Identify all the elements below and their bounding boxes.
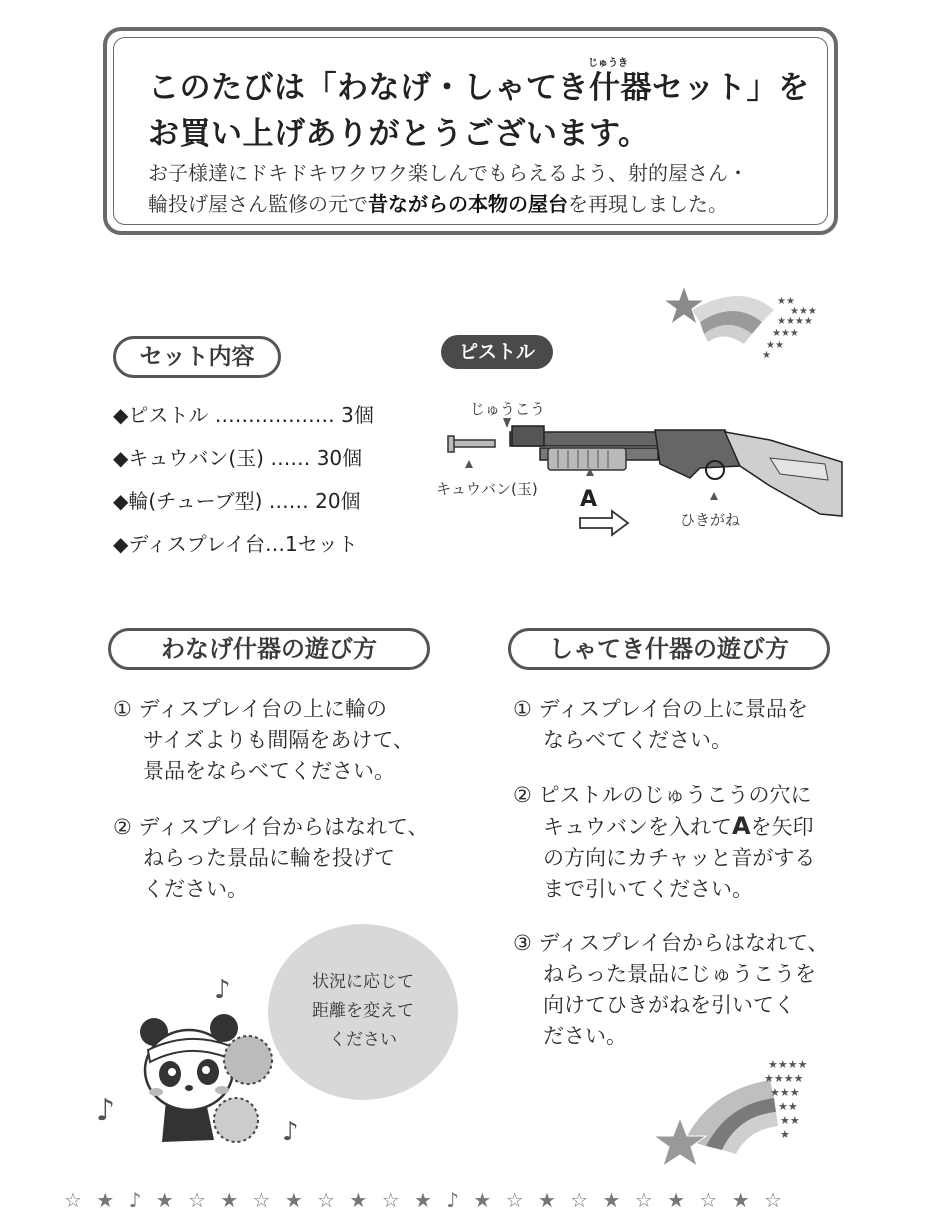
ruby-juuki: じゅうき: [588, 58, 628, 69]
pistol-diagram: [440, 418, 850, 538]
cork-bullet: [448, 436, 495, 452]
label-cork: キュウバン(玉): [436, 480, 538, 498]
intro-title-line1: このたびは「わなげ・しゃてき什器セット」を: [148, 70, 810, 106]
svg-text:♪: ♪: [96, 1093, 116, 1128]
intro-sub-line1: お子様達にドキドキワクワク楽しんでもらえるよう、射的屋さん・: [148, 161, 748, 185]
intro-sub-line2: 輪投げ屋さん監修の元で昔ながらの本物の屋台を再現しました。: [148, 192, 728, 216]
step-number: ①: [513, 697, 532, 721]
svg-text:★★: ★★: [766, 340, 784, 351]
shateki-step-1: ① ディスプレイ台の上に景品を ならべてください。: [513, 697, 808, 752]
set-item-pistol: ◆ピストル ……………… 3個: [113, 403, 374, 427]
shateki-step-3: ③ ディスプレイ台からはなれて、 ねらった景品にじゅうこうを 向けてひきがねを引いてく ださい。: [513, 931, 829, 1048]
bottom-star-border: ☆ ★ ♪ ★ ☆ ★ ☆ ★ ☆ ★ ☆ ★ ♪ ★ ☆ ★ ☆ ★ ☆ ★ ☆ ★ ☆: [64, 1188, 786, 1212]
shateki-step-2: ② ピストルのじゅうこうの穴に キュウバンを入れてAを矢印 の方向にカチャッと音がする まで引いてください。: [513, 783, 816, 901]
svg-text:★★: ★★: [778, 1100, 798, 1113]
shateki-heading: しゃてき什器の遊び方: [508, 628, 830, 670]
svg-text:★: ★: [762, 350, 771, 361]
pistol-heading: ピストル: [441, 335, 553, 369]
svg-text:★★★: ★★★: [770, 1086, 800, 1099]
set-item-ring: ◆輪(チューブ型) …… 20個: [113, 489, 361, 513]
step-number: ②: [513, 783, 532, 807]
step-number: ③: [513, 931, 532, 955]
svg-text:★★★: ★★★: [772, 328, 799, 339]
svg-text:♪: ♪: [282, 1117, 299, 1147]
wanage-heading: わなげ什器の遊び方: [108, 628, 430, 670]
svg-text:★★★★: ★★★★: [764, 1072, 804, 1085]
svg-text:★★★★: ★★★★: [768, 1058, 808, 1071]
set-item-cork: ◆キュウバン(玉) …… 30個: [113, 446, 363, 470]
svg-text:★★: ★★: [780, 1114, 800, 1127]
label-muzzle: じゅうこう: [470, 400, 546, 418]
panda-cheerleader-illustration: [96, 970, 316, 1160]
svg-text:★★★: ★★★: [790, 306, 817, 317]
svg-text:★: ★: [780, 1128, 790, 1141]
step-number: ①: [113, 697, 132, 721]
wanage-step-1: ① ディスプレイ台の上に輪の サイズよりも間隔をあけて、 景品をならべてください。: [113, 697, 414, 783]
shooting-star-bottom-decoration: [640, 1050, 840, 1170]
label-trigger: ひきがね: [680, 511, 741, 529]
set-contents-heading: セット内容: [113, 336, 281, 378]
intro-title-line2: お買い上げありがとうございます。: [148, 116, 650, 152]
label-a: A: [580, 487, 598, 512]
svg-text:♪: ♪: [214, 975, 231, 1005]
set-item-display: ◆ディスプレイ台…1セット: [113, 532, 358, 556]
wanage-step-2: ② ディスプレイ台からはなれて、 ねらった景品に輪を投げて ください。: [113, 815, 429, 901]
shooting-star-top-decoration: [662, 282, 837, 362]
svg-text:★★: ★★: [777, 296, 795, 307]
svg-text:★★★★: ★★★★: [777, 316, 813, 327]
step-number: ②: [113, 815, 132, 839]
advice-bubble-text: 状況に応じて 距離を変えて ください: [312, 972, 414, 1050]
